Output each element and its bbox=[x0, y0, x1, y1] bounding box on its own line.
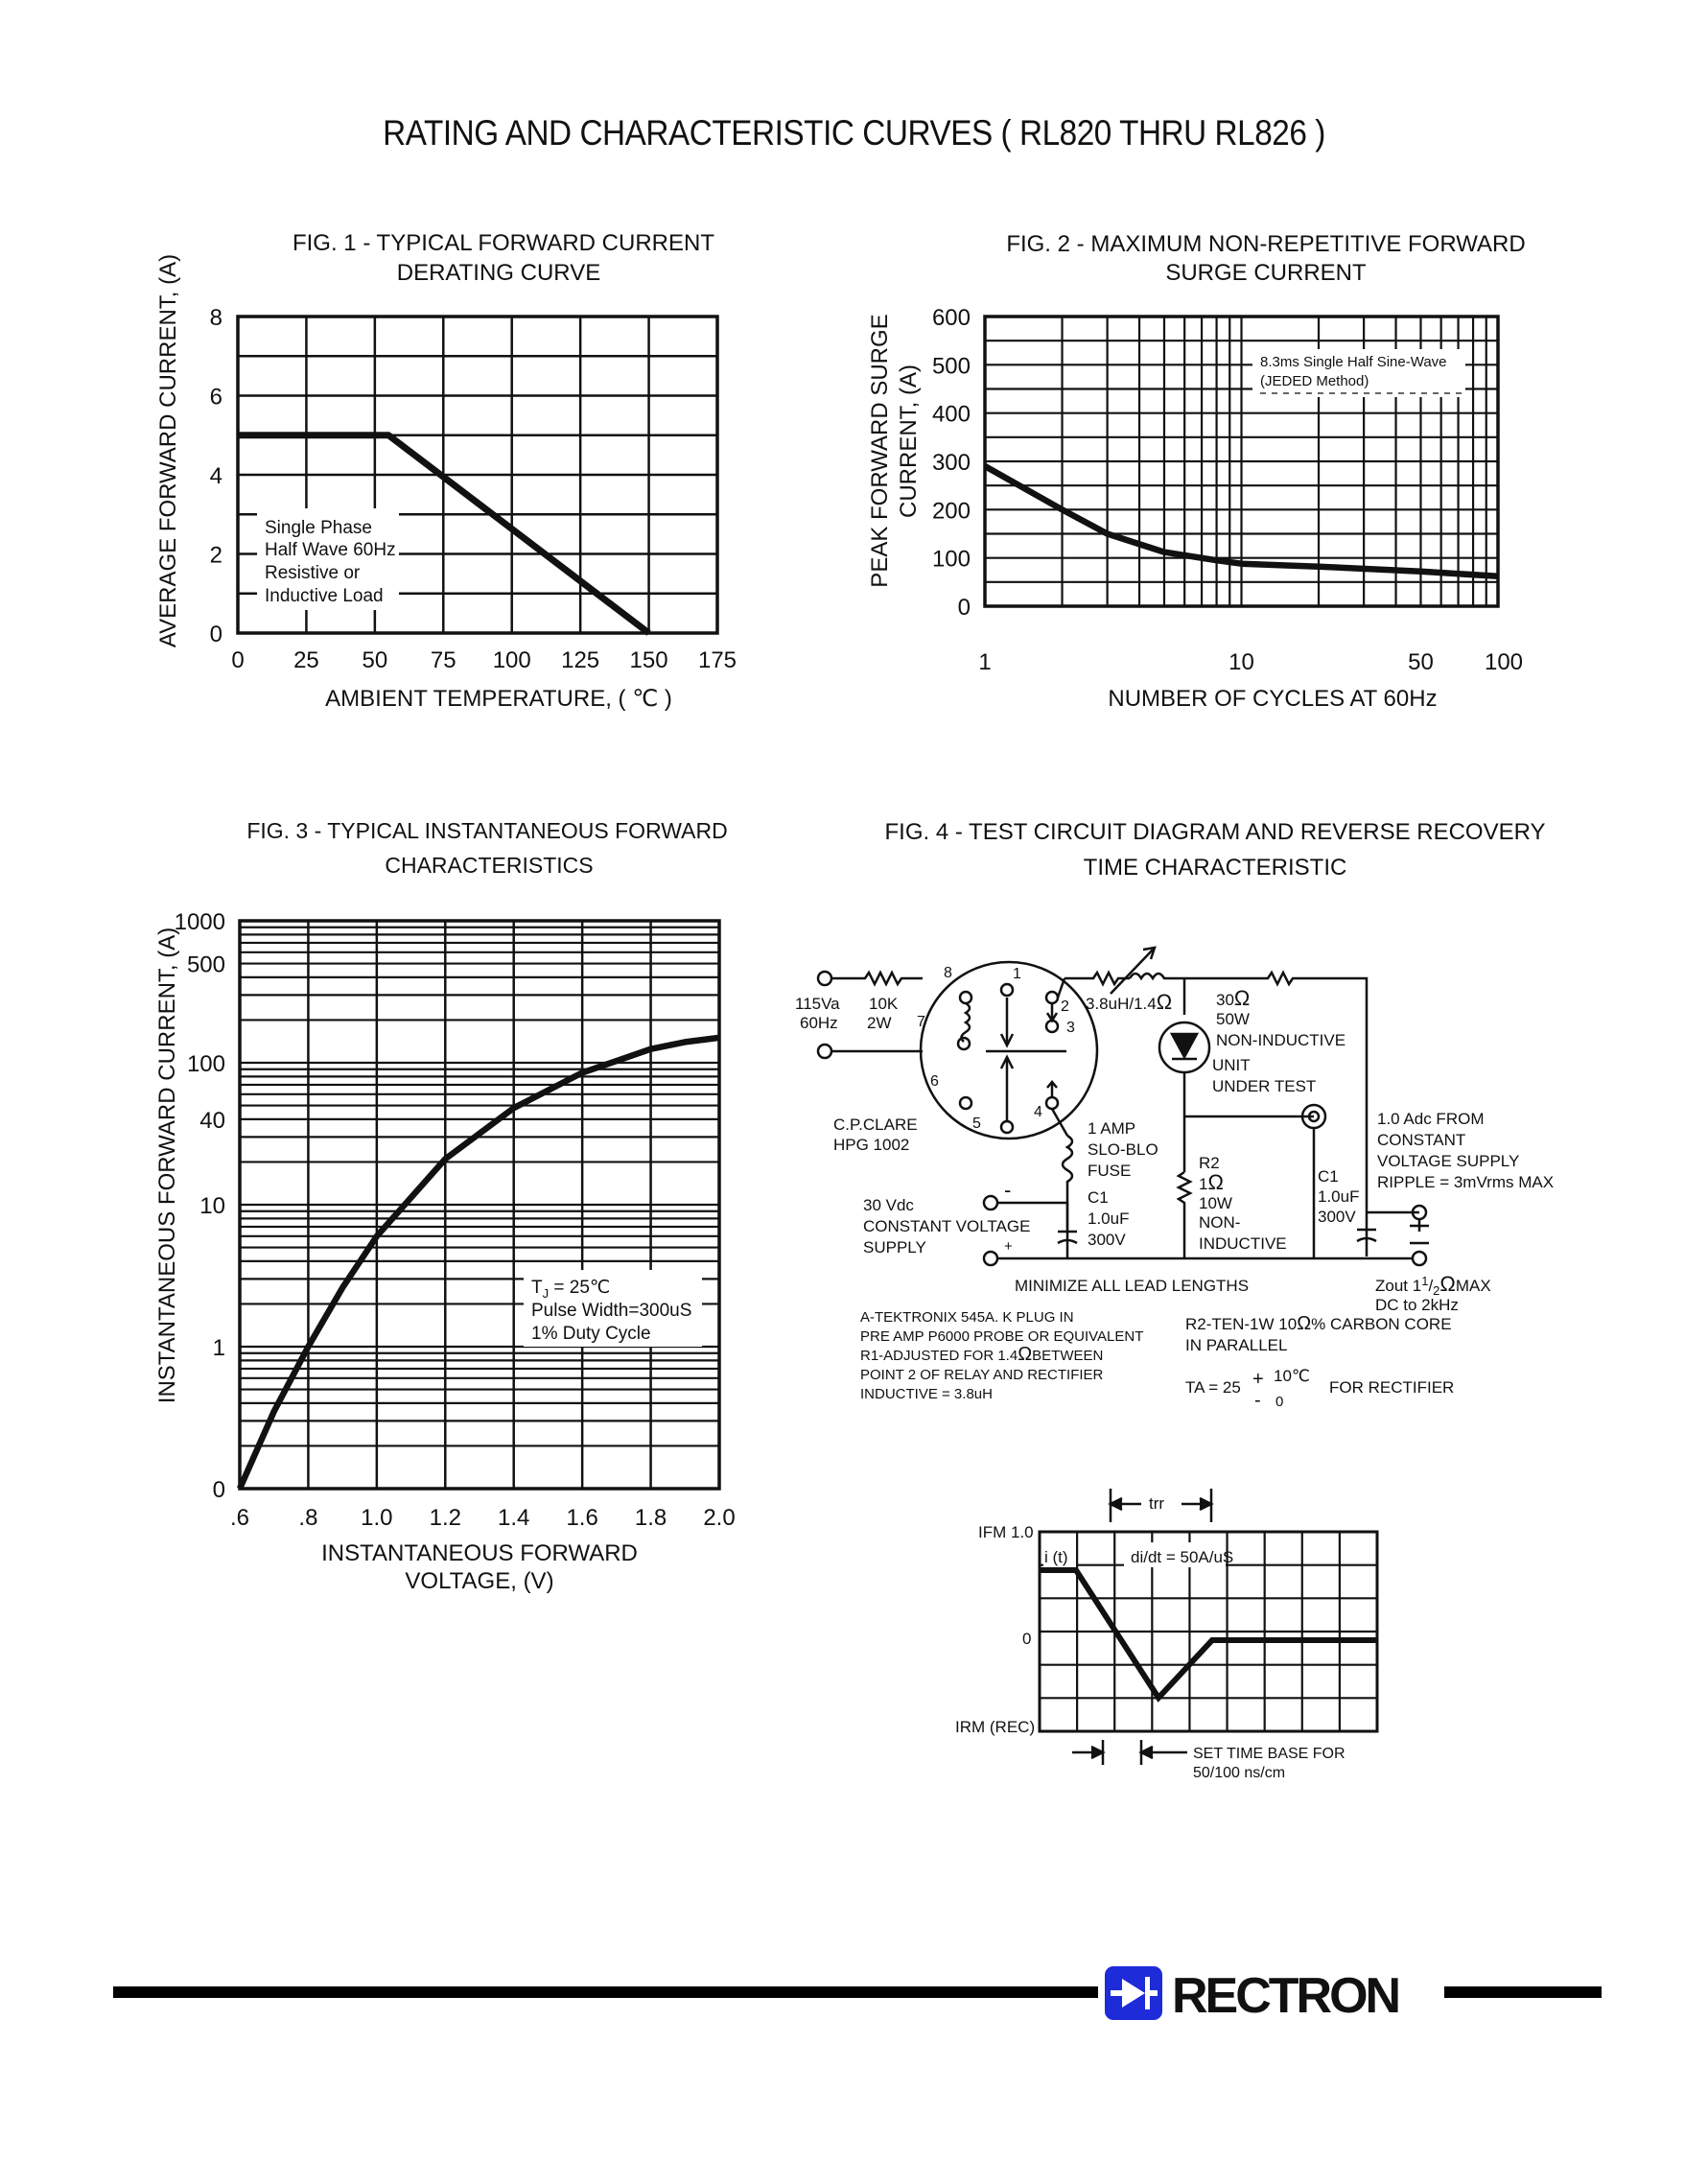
fig2-y-tick-label: 600 bbox=[931, 305, 971, 331]
c1b-label-line-3: 300V bbox=[1318, 1208, 1356, 1226]
fig1-x-tick-label: 75 bbox=[430, 647, 456, 673]
resistor-r2-symbol bbox=[1179, 1172, 1190, 1258]
relay-pin-3-label: 3 bbox=[1066, 1020, 1075, 1036]
fig3-x-tick-label: 1.6 bbox=[566, 1505, 598, 1531]
fig3-annotation-temp: = 25℃ bbox=[549, 1278, 611, 1298]
fuse-label-line-3: FUSE bbox=[1088, 1162, 1132, 1180]
logo-lead-left bbox=[1111, 1990, 1122, 1996]
ta-label: TA = 25 bbox=[1185, 1378, 1241, 1397]
zout-frac-den: 2 bbox=[1433, 1283, 1440, 1298]
relay-contact-arrow-2 bbox=[1047, 1003, 1057, 1021]
c1b-label-line-2: 1.0uF bbox=[1318, 1187, 1360, 1206]
trr-right-arrow bbox=[1200, 1498, 1211, 1510]
fig1-y-tick-label: 6 bbox=[209, 384, 222, 411]
source-voltage-label: 115Va bbox=[795, 995, 840, 1013]
note-line-3-suffix: BETWEEN bbox=[1032, 1348, 1104, 1364]
fig1-y-tick-labels bbox=[210, 305, 222, 647]
relay-pin-8-label: 8 bbox=[944, 965, 952, 981]
fig1-annotation-line-3: Resistive or bbox=[265, 563, 361, 583]
fig3-annotation-line-2: Pulse Width=300uS bbox=[531, 1301, 692, 1321]
inductor-ohm: Ω bbox=[1156, 990, 1173, 1014]
fig2-x-tick-labels bbox=[978, 649, 1523, 675]
relay-pin-6-label: 6 bbox=[930, 1073, 939, 1090]
r10k-power-label: 2W bbox=[867, 1014, 892, 1032]
trr-label: trr bbox=[1149, 1494, 1165, 1513]
fig3-x-tick-label: 1.4 bbox=[498, 1505, 530, 1531]
relay-pin-7-label: 7 bbox=[917, 1014, 925, 1030]
fig3-y-tick-label: 10 bbox=[199, 1193, 225, 1219]
r30-power-label: 50W bbox=[1216, 1010, 1250, 1028]
r2-label-line-1: R2 bbox=[1199, 1154, 1220, 1172]
resistor-r1-adjust bbox=[1111, 948, 1155, 994]
zout-max: MAX bbox=[1455, 1277, 1491, 1295]
fig2-x-tick-label: 100 bbox=[1484, 649, 1524, 675]
wire-pin2 bbox=[1058, 978, 1065, 998]
ta-plus: + bbox=[1252, 1369, 1264, 1390]
ta-minus: - bbox=[1254, 1390, 1261, 1411]
fig1-x-tick-label: 175 bbox=[697, 647, 737, 673]
fig2-y-tick-label: 100 bbox=[931, 546, 971, 573]
note-line-4: POINT 2 OF RELAY AND RECTIFIER bbox=[860, 1367, 1104, 1383]
note-line-2: PRE AMP P6000 PROBE OR EQUIVALENT bbox=[860, 1328, 1144, 1345]
waveform-trace bbox=[1040, 1570, 1377, 1698]
c1a-label-line-3: 300V bbox=[1088, 1231, 1126, 1249]
fig2-y-tick-label: 0 bbox=[957, 595, 971, 621]
dc-plus-sign: + bbox=[1004, 1238, 1013, 1255]
fig3-x-axis-label-line-1: INSTANTANEOUS FORWARD bbox=[321, 1540, 638, 1566]
fig3-x-tick-label: .8 bbox=[298, 1505, 318, 1531]
fig3-chart bbox=[154, 818, 736, 1594]
fig1-annotation-line-1: Single Phase bbox=[265, 518, 372, 538]
fig3-y-tick-label: 100 bbox=[186, 1051, 225, 1077]
fig1-x-tick-label: 100 bbox=[492, 647, 531, 673]
fig1-y-tick-label: 0 bbox=[209, 622, 222, 647]
fig4-title-line-1: FIG. 4 - TEST CIRCUIT DIAGRAM AND REVERSE RECOVERY bbox=[884, 819, 1546, 845]
fig1-x-tick-label: 25 bbox=[293, 647, 319, 673]
fig1-y-tick-label: 8 bbox=[209, 305, 222, 331]
r2-label-line-4: NON- bbox=[1199, 1213, 1241, 1232]
fuse-label-line-1: 1 AMP bbox=[1088, 1119, 1136, 1138]
source-frequency-label: 60Hz bbox=[800, 1014, 838, 1032]
timebase-left-arrow bbox=[1091, 1747, 1103, 1758]
cs-label-line-1: 1.0 Adc FROM bbox=[1377, 1110, 1485, 1128]
note-line-1: A-TEKTRONIX 545A. K PLUG IN bbox=[860, 1309, 1074, 1326]
timebase-marker bbox=[1072, 1740, 1187, 1765]
fig1-x-tick-label: 50 bbox=[362, 647, 388, 673]
ac-terminal-bottom bbox=[818, 1045, 831, 1058]
cs-label-line-3: VOLTAGE SUPPLY bbox=[1377, 1152, 1520, 1170]
fig1-x-tick-label: 150 bbox=[629, 647, 668, 673]
fig4-title-line-2: TIME CHARACTERISTIC bbox=[1083, 855, 1347, 881]
timebase-label-line-1: SET TIME BASE FOR bbox=[1193, 1746, 1345, 1762]
zout-text: Zout 1 bbox=[1375, 1277, 1422, 1295]
fig3-title-line-2: CHARACTERISTICS bbox=[385, 853, 594, 878]
fig2-annotation-line-2: (JEDED Method) bbox=[1260, 373, 1369, 389]
relay-model-label: HPG 1002 bbox=[833, 1136, 910, 1154]
note-line-3-ohm: Ω bbox=[1018, 1344, 1033, 1365]
relay-coil bbox=[961, 1003, 970, 1042]
dut-label-line-1: UNIT bbox=[1212, 1056, 1251, 1074]
r30-type-label: NON-INDUCTIVE bbox=[1216, 1031, 1346, 1049]
fig2-y-tick-label: 200 bbox=[931, 498, 971, 525]
fig1-x-tick-label: 0 bbox=[231, 647, 245, 673]
zout-frac-num: 1 bbox=[1421, 1274, 1429, 1288]
fig2-y-tick-label: 400 bbox=[931, 401, 971, 428]
fig1-title-line-2: DERATING CURVE bbox=[396, 260, 601, 286]
fig1-y-tick-label: 2 bbox=[209, 542, 222, 569]
cv-supply-label-line-1: 30 Vdc bbox=[863, 1196, 914, 1214]
cs-label-line-4: RIPPLE = 3mVrms MAX bbox=[1377, 1173, 1555, 1191]
fig3-annotation-t: T bbox=[531, 1278, 543, 1298]
cs-terminal-bottom bbox=[1413, 1252, 1426, 1265]
fig1-x-tick-label: 125 bbox=[561, 647, 600, 673]
note-line-3-text: R1-ADJUSTED FOR 1.4 bbox=[860, 1348, 1018, 1364]
fig1-chart bbox=[155, 230, 737, 712]
fig3-x-tick-label: .6 bbox=[229, 1505, 250, 1531]
cs-polarity-symbol bbox=[1410, 1220, 1429, 1243]
relay-pin-2-label: 2 bbox=[1061, 998, 1069, 1015]
fig1-y-axis-label: AVERAGE FORWARD CURRENT, (A) bbox=[155, 253, 181, 648]
fig2-x-tick-label: 10 bbox=[1228, 649, 1254, 675]
fig3-x-tick-label: 1.2 bbox=[429, 1505, 461, 1531]
note-line-6 bbox=[1185, 1313, 1452, 1334]
r2-ohm: Ω bbox=[1207, 1170, 1224, 1194]
relay-pin-8-dot bbox=[960, 992, 971, 1003]
fig3-grid bbox=[240, 921, 719, 1489]
minimize-lead-note: MINIMIZE ALL LEAD LENGTHS bbox=[1015, 1277, 1250, 1295]
fig3-x-tick-labels bbox=[230, 1505, 736, 1531]
r2-value: 1 bbox=[1199, 1175, 1208, 1193]
fig3-title-line-1: FIG. 3 - TYPICAL INSTANTANEOUS FORWARD bbox=[246, 818, 728, 843]
fig4-waveform bbox=[955, 1489, 1377, 1781]
fig3-y-tick-label: 1000 bbox=[174, 909, 225, 935]
fig3-x-axis-label-line-2: VOLTAGE, (V) bbox=[405, 1568, 554, 1594]
fig2-x-tick-label: 50 bbox=[1408, 649, 1434, 675]
fig2-annotation-line-1: 8.3ms Single Half Sine-Wave bbox=[1260, 354, 1447, 370]
fig1-annotation-line-4: Inductive Load bbox=[265, 586, 384, 606]
fig1-title-line-1: FIG. 1 - TYPICAL FORWARD CURRENT bbox=[292, 230, 715, 256]
waveform-it-label: i (t) bbox=[1044, 1548, 1068, 1566]
relay-pin-2-dot bbox=[1046, 992, 1058, 1003]
zout-range-label: DC to 2kHz bbox=[1375, 1296, 1459, 1314]
fig2-y-axis-label-line-1: PEAK FORWARD SURGE bbox=[867, 314, 893, 588]
cs-label-line-2: CONSTANT bbox=[1377, 1131, 1466, 1149]
zout-ohm: Ω bbox=[1439, 1272, 1456, 1296]
fig3-y-tick-label: 40 bbox=[199, 1107, 225, 1134]
logo-lead-right bbox=[1150, 1990, 1158, 1996]
ta-suffix: FOR RECTIFIER bbox=[1329, 1378, 1455, 1397]
cv-supply-label-line-3: SUPPLY bbox=[863, 1238, 926, 1257]
relay-pin-1-dot bbox=[1001, 984, 1013, 996]
fig2-y-tick-label: 500 bbox=[931, 353, 971, 380]
zout-label bbox=[1375, 1272, 1491, 1298]
inductor-label bbox=[1086, 990, 1172, 1014]
fig1-annotation-line-2: Half Wave 60Hz bbox=[265, 540, 396, 560]
note-line-6-text: R2-TEN-1W 10 bbox=[1185, 1315, 1298, 1333]
r30-value: 30 bbox=[1216, 991, 1234, 1009]
fig2-x-tick-label: 1 bbox=[978, 649, 992, 675]
cv-supply-label-line-2: CONSTANT VOLTAGE bbox=[863, 1217, 1031, 1235]
relay-contact-arrow-up bbox=[1001, 998, 1013, 1045]
fig3-y-axis-label: INSTANTANEOUS FORWARD CURRENT, (A) bbox=[154, 927, 180, 1404]
relay-pin-4-label: 4 bbox=[1034, 1104, 1042, 1120]
footer bbox=[113, 1966, 1602, 2024]
fig4-circuit-labels bbox=[795, 965, 1554, 1411]
fig2-title-line-2: SURGE CURRENT bbox=[1165, 260, 1367, 286]
wire-pin4 bbox=[1052, 1109, 1067, 1136]
inductor-value: 3.8uH/1.4 bbox=[1086, 995, 1157, 1013]
relay-pin-6-dot bbox=[960, 1097, 971, 1109]
resistor-10k-symbol bbox=[831, 973, 923, 984]
dc-terminal-plus bbox=[984, 1252, 997, 1265]
fig3-x-tick-label: 2.0 bbox=[703, 1505, 736, 1531]
ta-lower: 0 bbox=[1275, 1394, 1284, 1410]
rectron-logo-icon bbox=[1105, 1966, 1162, 2020]
r2-label-line-3: 10W bbox=[1199, 1194, 1232, 1212]
fig3-y-tick-label: 1 bbox=[212, 1335, 225, 1361]
ta-upper: 10℃ bbox=[1274, 1367, 1311, 1385]
note-line-5: INDUCTIVE = 3.8uH bbox=[860, 1386, 993, 1402]
waveform-didt-label: di/dt = 50A/uS bbox=[1131, 1548, 1234, 1566]
fuse-label-line-2: SLO-BLO bbox=[1088, 1140, 1158, 1159]
c1b-label-line-1: C1 bbox=[1318, 1167, 1339, 1186]
page-title: RATING AND CHARACTERISTIC CURVES ( RL820 THRU RL826 ) bbox=[383, 113, 1325, 153]
note-line-6-ohm: Ω bbox=[1297, 1313, 1312, 1334]
relay-pin-5-dot bbox=[1001, 1121, 1013, 1133]
fig2-y-axis-label-line-2: CURRENT, (A) bbox=[896, 364, 922, 518]
logo-diode-bar bbox=[1145, 1977, 1150, 2009]
relay-pin-4-dot bbox=[1046, 1097, 1058, 1109]
waveform-ifm-label: IFM 1.0 bbox=[978, 1523, 1034, 1541]
note-line-6-suffix: % CARBON CORE bbox=[1311, 1315, 1452, 1333]
fig1-x-tick-labels bbox=[231, 647, 737, 673]
relay-maker-label: C.P.CLARE bbox=[833, 1116, 918, 1134]
relay-contact-arrow-down bbox=[1001, 1057, 1013, 1120]
r2-label-line-5: INDUCTIVE bbox=[1199, 1234, 1287, 1253]
r30-ohm: Ω bbox=[1233, 986, 1251, 1010]
c1a-label-line-2: 1.0uF bbox=[1088, 1210, 1130, 1228]
dut-label-line-2: UNDER TEST bbox=[1212, 1077, 1317, 1095]
dc-terminal-minus bbox=[984, 1196, 997, 1210]
fig3-y-tick-label: 0 bbox=[212, 1477, 225, 1503]
c1a-label-line-1: C1 bbox=[1088, 1188, 1109, 1207]
note-line-3 bbox=[860, 1344, 1103, 1365]
fig2-title-line-1: FIG. 2 - MAXIMUM NON-REPETITIVE FORWARD bbox=[1006, 231, 1526, 257]
fig3-y-tick-label: 500 bbox=[186, 951, 225, 978]
timebase-right-arrow bbox=[1141, 1747, 1153, 1758]
fig1-x-axis-label: AMBIENT TEMPERATURE, ( ℃ ) bbox=[325, 686, 672, 712]
zout-slash: / bbox=[1428, 1277, 1434, 1295]
note-line-7: IN PARALLEL bbox=[1185, 1336, 1288, 1354]
brand-name: RECTRON bbox=[1172, 1968, 1399, 2024]
r2-label-line-2 bbox=[1199, 1170, 1224, 1194]
fig1-y-tick-label: 4 bbox=[209, 463, 222, 489]
relay-pin-7-dot bbox=[958, 1038, 970, 1049]
fig2-y-tick-labels bbox=[932, 305, 971, 621]
fig2-chart bbox=[867, 231, 1526, 712]
timebase-label-line-2: 50/100 ns/cm bbox=[1193, 1765, 1286, 1781]
relay-pin-5-label: 5 bbox=[972, 1116, 981, 1132]
r30-value-label bbox=[1216, 986, 1250, 1010]
fig3-y-tick-labels bbox=[175, 909, 225, 1503]
dc-minus-sign: - bbox=[1004, 1178, 1012, 1202]
fig2-x-axis-label: NUMBER OF CYCLES AT 60Hz bbox=[1108, 686, 1438, 712]
waveform-irm-label: IRM (REC) bbox=[955, 1718, 1036, 1736]
relay-contact-arrow-4 bbox=[1047, 1082, 1057, 1097]
fig2-y-tick-label: 300 bbox=[931, 450, 971, 476]
ac-terminal-top bbox=[818, 972, 831, 985]
fig3-x-tick-label: 1.8 bbox=[634, 1505, 667, 1531]
fig3-x-tick-label: 1.0 bbox=[361, 1505, 393, 1531]
fig3-annotation-j: J bbox=[542, 1286, 550, 1301]
relay-pin-1-label: 1 bbox=[1013, 966, 1021, 982]
trr-left-arrow bbox=[1111, 1498, 1122, 1510]
waveform-zero-label: 0 bbox=[1022, 1630, 1032, 1648]
r10k-value-label: 10K bbox=[869, 995, 899, 1013]
fig3-annotation-line-3: 1% Duty Cycle bbox=[531, 1324, 651, 1344]
diode-symbol bbox=[1172, 1034, 1197, 1059]
